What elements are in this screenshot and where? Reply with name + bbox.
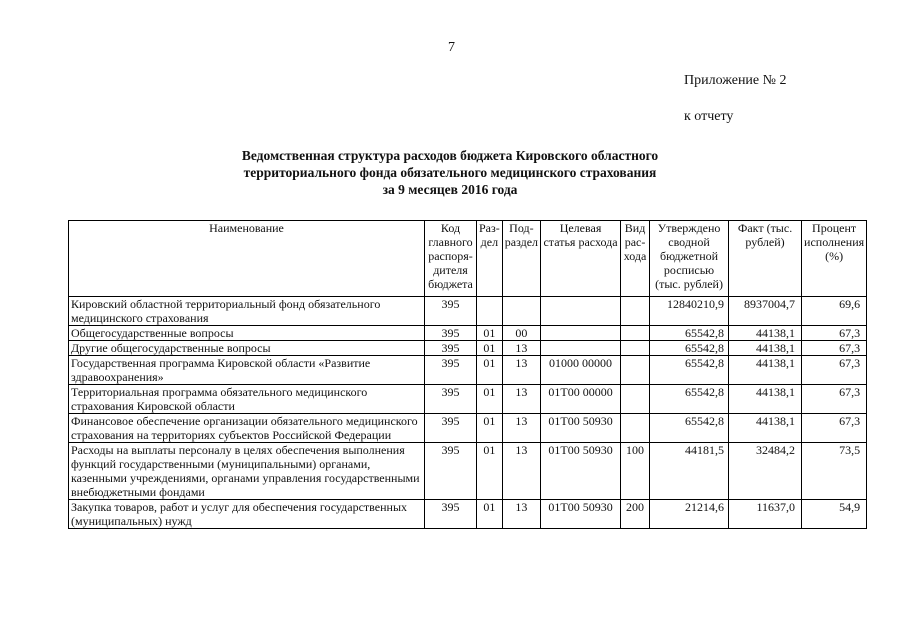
table-row: [69, 385, 867, 414]
cell-approved: 44181,5: [650, 443, 729, 500]
cell-subsection: 13: [502, 443, 540, 500]
cell-fact: 44138,1: [729, 326, 802, 341]
cell-approved: 65542,8: [650, 341, 729, 356]
cell-name: Общегосударственные вопросы: [69, 326, 425, 341]
cell-code: 395: [425, 385, 477, 414]
cell-name: Другие общегосударственные вопросы: [69, 341, 425, 356]
table-row: [69, 356, 867, 385]
header-subsection: Под-раздел: [502, 221, 540, 297]
cell-target: [541, 326, 621, 341]
cell-percent: 67,3: [802, 414, 867, 443]
cell-approved: 21214,6: [650, 500, 729, 529]
cell-name: Расходы на выплаты персоналу в целях обеспечения выполнения функций государственными (муниципальными) органами, казенными учреждениями, органами управления государственными внебюджетными фондами: [69, 443, 425, 500]
table-row: [69, 326, 867, 341]
cell-fact: 44138,1: [729, 356, 802, 385]
cell-code: 395: [425, 297, 477, 326]
cell-fact: 44138,1: [729, 385, 802, 414]
header-section: Раз-дел: [477, 221, 503, 297]
cell-approved: 65542,8: [650, 326, 729, 341]
expenditure-table: [68, 220, 867, 529]
cell-target: 01Т00 50930: [541, 443, 621, 500]
cell-kind: [621, 414, 650, 443]
cell-section: 01: [477, 341, 503, 356]
cell-kind: [621, 385, 650, 414]
cell-percent: 67,3: [802, 326, 867, 341]
cell-kind: [621, 341, 650, 356]
document-title: Ведомственная структура расходов бюджета Кировского областного территориального фонда обязательного медицинского страхования за 9 месяцев 2016 года: [241, 148, 659, 197]
cell-percent: 67,3: [802, 341, 867, 356]
cell-section: 01: [477, 356, 503, 385]
table-row: [69, 341, 867, 356]
cell-percent: 67,3: [802, 385, 867, 414]
cell-kind: [621, 356, 650, 385]
cell-target: [541, 341, 621, 356]
table-row: [69, 500, 867, 529]
cell-code: 395: [425, 326, 477, 341]
cell-subsection: 13: [502, 356, 540, 385]
cell-section: 01: [477, 326, 503, 341]
cell-percent: 69,6: [802, 297, 867, 326]
cell-target: 01Т00 00000: [541, 385, 621, 414]
cell-code: 395: [425, 414, 477, 443]
cell-kind: 200: [621, 500, 650, 529]
annex-subtitle: к отчету: [684, 109, 734, 124]
header-target: Целевая статья расхода: [541, 221, 621, 297]
cell-target: [541, 297, 621, 326]
cell-kind: 100: [621, 443, 650, 500]
cell-approved: 65542,8: [650, 414, 729, 443]
cell-approved: 65542,8: [650, 356, 729, 385]
cell-kind: [621, 297, 650, 326]
table-header-row: [69, 221, 867, 297]
cell-name: Финансовое обеспечение организации обязательного медицинского страхования на территориях субъектов Российской Федерации: [69, 414, 425, 443]
header-approved: Утверждено сводной бюджетной росписью (тыс. рублей): [650, 221, 729, 297]
table-row: [69, 443, 867, 500]
cell-percent: 73,5: [802, 443, 867, 500]
header-code: Код главного распоря-дителя бюджета: [425, 221, 477, 297]
cell-kind: [621, 326, 650, 341]
cell-percent: 54,9: [802, 500, 867, 529]
cell-fact: 44138,1: [729, 414, 802, 443]
cell-target: 01Т00 50930: [541, 414, 621, 443]
header-kind: Вид рас-хода: [621, 221, 650, 297]
cell-name: Кировский областной территориальный фонд обязательного медицинского страхования: [69, 297, 425, 326]
cell-code: 395: [425, 341, 477, 356]
cell-fact: 32484,2: [729, 443, 802, 500]
cell-section: 01: [477, 500, 503, 529]
cell-fact: 8937004,7: [729, 297, 802, 326]
cell-section: [477, 297, 503, 326]
cell-approved: 12840210,9: [650, 297, 729, 326]
cell-name: Закупка товаров, работ и услуг для обеспечения государственных (муниципальных) нужд: [69, 500, 425, 529]
header-name: Наименование: [69, 221, 425, 297]
cell-code: 395: [425, 356, 477, 385]
cell-code: 395: [425, 443, 477, 500]
cell-fact: 44138,1: [729, 341, 802, 356]
table-row: [69, 297, 867, 326]
cell-target: 01Т00 50930: [541, 500, 621, 529]
cell-subsection: 13: [502, 500, 540, 529]
cell-section: 01: [477, 414, 503, 443]
annex-title: Приложение № 2: [684, 73, 787, 88]
cell-section: 01: [477, 385, 503, 414]
cell-subsection: 00: [502, 326, 540, 341]
page-number: 7: [448, 40, 455, 55]
cell-subsection: 13: [502, 341, 540, 356]
table-body: [69, 297, 867, 529]
cell-name: Территориальная программа обязательного медицинского страхования Кировской области: [69, 385, 425, 414]
cell-subsection: 13: [502, 385, 540, 414]
cell-percent: 67,3: [802, 356, 867, 385]
cell-fact: 11637,0: [729, 500, 802, 529]
cell-approved: 65542,8: [650, 385, 729, 414]
cell-target: 01000 00000: [541, 356, 621, 385]
cell-subsection: 13: [502, 414, 540, 443]
cell-section: 01: [477, 443, 503, 500]
cell-code: 395: [425, 500, 477, 529]
header-fact: Факт (тыс. рублей): [729, 221, 802, 297]
header-percent: Процент исполнения (%): [802, 221, 867, 297]
cell-subsection: [502, 297, 540, 326]
cell-name: Государственная программа Кировской области «Развитие здравоохранения»: [69, 356, 425, 385]
table-row: [69, 414, 867, 443]
